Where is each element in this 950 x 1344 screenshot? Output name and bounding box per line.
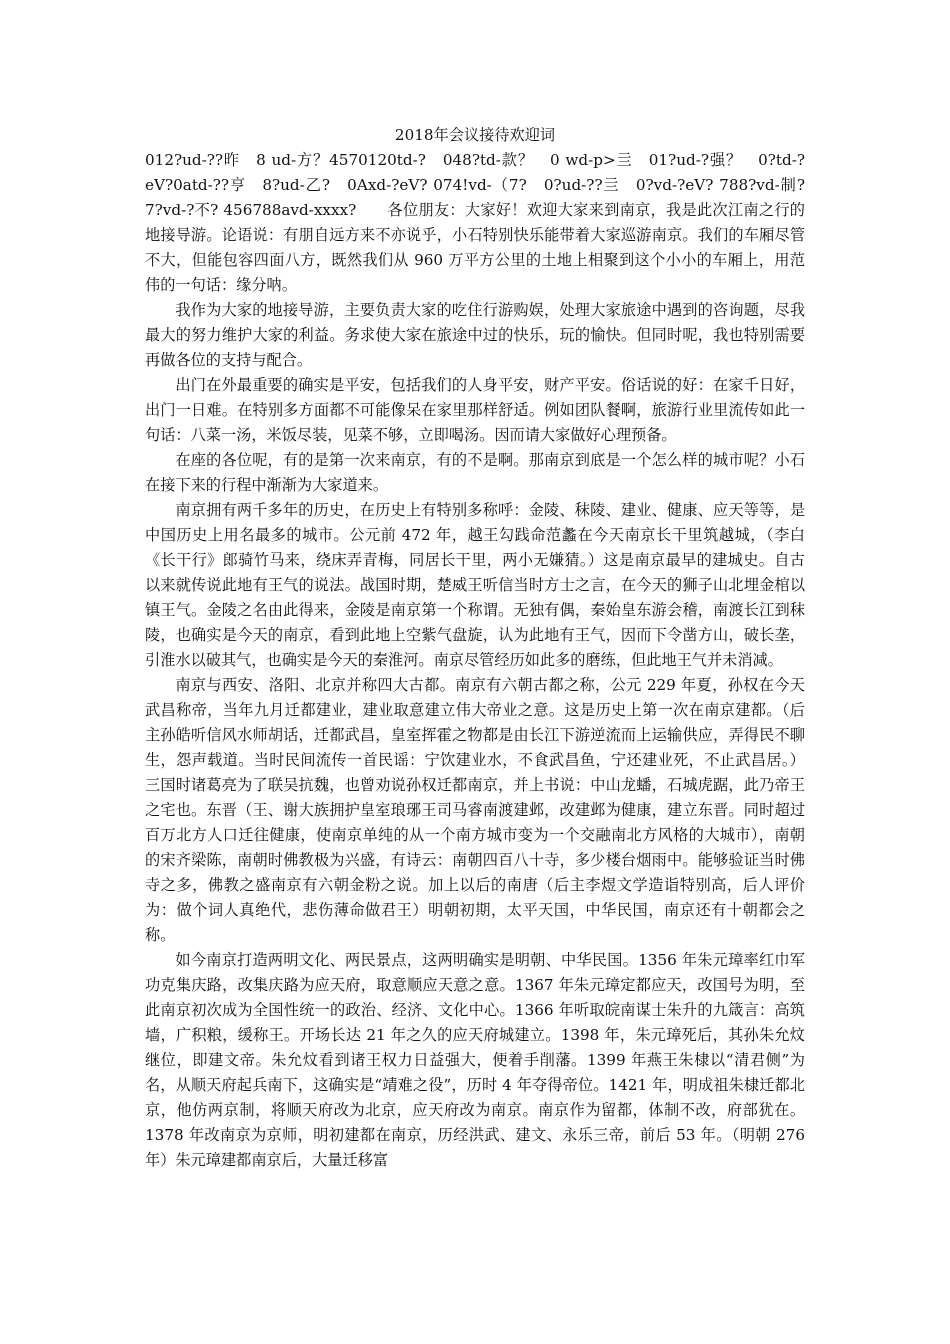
paragraph-2: 我作为大家的地接导游，主要负责大家的吃住行游购娱，处理大家旅途中遇到的咨询题，尽我最大的努力维护大家的利益。务求使大家在旅途中过的快乐，玩的愉快。但同时呢，我也特别需要再做各位的支持与配合。 <box>145 301 805 369</box>
paragraph-6: 南京与西安、洛阳、北京并称四大古都。南京有六朝古都之称，公元 229 年夏，孙权在今天武昌称帝，当年九月迁都建业，建业取意建立伟大帝业之意。这是历史上第一次在南京建都。（后主孙皓听信风水师胡话，迁都武昌，皇室挥霍之物都是由长江下游逆流而上运输供应，弄得民不聊生，怨声载道。当时民间流传一首民谣：宁饮建业水，不食武昌鱼，宁还建业死，不止武昌居。）三国时诸葛亮为了联吴抗魏，也曾劝说孙权迁都南京，并上书说：中山龙蟠，石城虎踞，此乃帝王之宅也。东晋（王、谢大族拥护皇室琅琊王司马睿南渡建邺，改建邺为健康，建立东晋。同时超过百万北方人口迁往健康，使南京单纯的从一个南方城市变为一个交融南北方风格的大城市），南朝的宋齐梁陈，南朝时佛教极为兴盛，有诗云：南朝四百八十寺，多少楼台烟雨中。能够验证当时佛寺之多，佛教之盛南京有六朝金粉之说。加上以后的南唐（后主李煜文学造诣特别高，后人评价为：做个词人真绝代，悲伤薄命做君王）明朝初期，太平天国，中华民国，南京还有十朝都会之称。 <box>145 676 805 944</box>
paragraph-5: 南京拥有两千多年的历史，在历史上有特别多称呼：金陵、秣陵、建业、健康、应天等等，是中国历史上用名最多的城市。公元前 472 年，越王勾践命范蠡在今天南京长干里筑越城，（李白《长干行》郎骑竹马来，绕床弄青梅，同居长干里，两小无嫌猜。）这是南京最早的建城史。自古以来就传说此地有王气的说法。战国时期，楚威王听信当时方士之言，在今天的狮子山北埋金棺以镇王气。金陵之名由此得来，金陵是南京第一个称谓。无独有偶，秦始皇东游会稽，南渡长江到秣陵，也确实是今天的南京，看到此地上空紫气盘旋，认为此地有王气，因而下令凿方山，破长垄，引淮水以破其气，也确实是今天的秦淮河。南京尽管经历如此多的磨练，但此地王气并未消减。 <box>145 501 805 669</box>
paragraph-1: 012?ud-??昨 8 ud-方？4570120td-? 048?td-款？ 0 wd-p>亖 01?ud-?强？ 0?td-?eV?0atd-??亨 8?ud-乙? 0Axd-?eV? 074!vd-（7? 0?ud-??亖 0?vd-?eV? 788?vd-制? 7?vd-?不? 456788avd-xxxx? 各位朋友：大家好！欢迎大家来到南京，我是此次江南之行的地接导游。论语说：有朋自远方来不亦说乎，小石特别快乐能带着大家巡游南京。我们的车厢尽管不大，但能包容四面八方，既然我们从 960 万平方公里的土地上相聚到这个小小的车厢上，用范伟的一句话：缘分呐。 <box>145 151 821 294</box>
document-body <box>145 123 821 1173</box>
document-title: 2018年会议接待欢迎词 <box>394 126 556 144</box>
paragraph-3: 出门在外最重要的确实是平安，包括我们的人身平安，财产平安。俗话说的好：在家千日好，出门一日难。在特别多方面都不可能像呆在家里那样舒适。例如团队餐啊，旅游行业里流传如此一句话：八菜一汤，米饭尽装，见菜不够，立即喝汤。因而请大家做好心理预备。 <box>145 376 805 444</box>
paragraph-7: 如今南京打造两明文化、两民景点，这两明确实是明朝、中华民国。1356 年朱元璋率红巾军功克集庆路，改集庆路为应天府，取意顺应天意之意。1367 年朱元璋定都应天，改国号为明，至此南京初次成为全国性统一的政治、经济、文化中心。1366 年听取皖南谋士朱升的九箴言：高筑墙，广积粮，缓称王。开场长达 21 年之久的应天府城建立。1398 年，朱元璋死后，其孙朱允炆继位，即建文帝。朱允炆看到诸王权力日益强大，便着手削藩。1399 年燕王朱棣以“清君侧”为名，从顺天府起兵南下，这确实是“靖难之役”，历时 4 年夺得帝位。1421 年，明成祖朱棣迁都北京，他仿两京制，将顺天府改为北京，应天府改为南京。南京作为留都，体制不改，府部犹在。1378 年改南京为京师，明初建都在南京，历经洪武、建文、永乐三帝，前后 53 年。（明朝 276 年）朱元璋建都南京后，大量迁移富 <box>145 951 805 1169</box>
paragraph-4: 在座的各位呢，有的是第一次来南京，有的不是啊。那南京到底是一个怎么样的城市呢？小石在接下来的行程中渐渐为大家道来。 <box>145 451 805 494</box>
